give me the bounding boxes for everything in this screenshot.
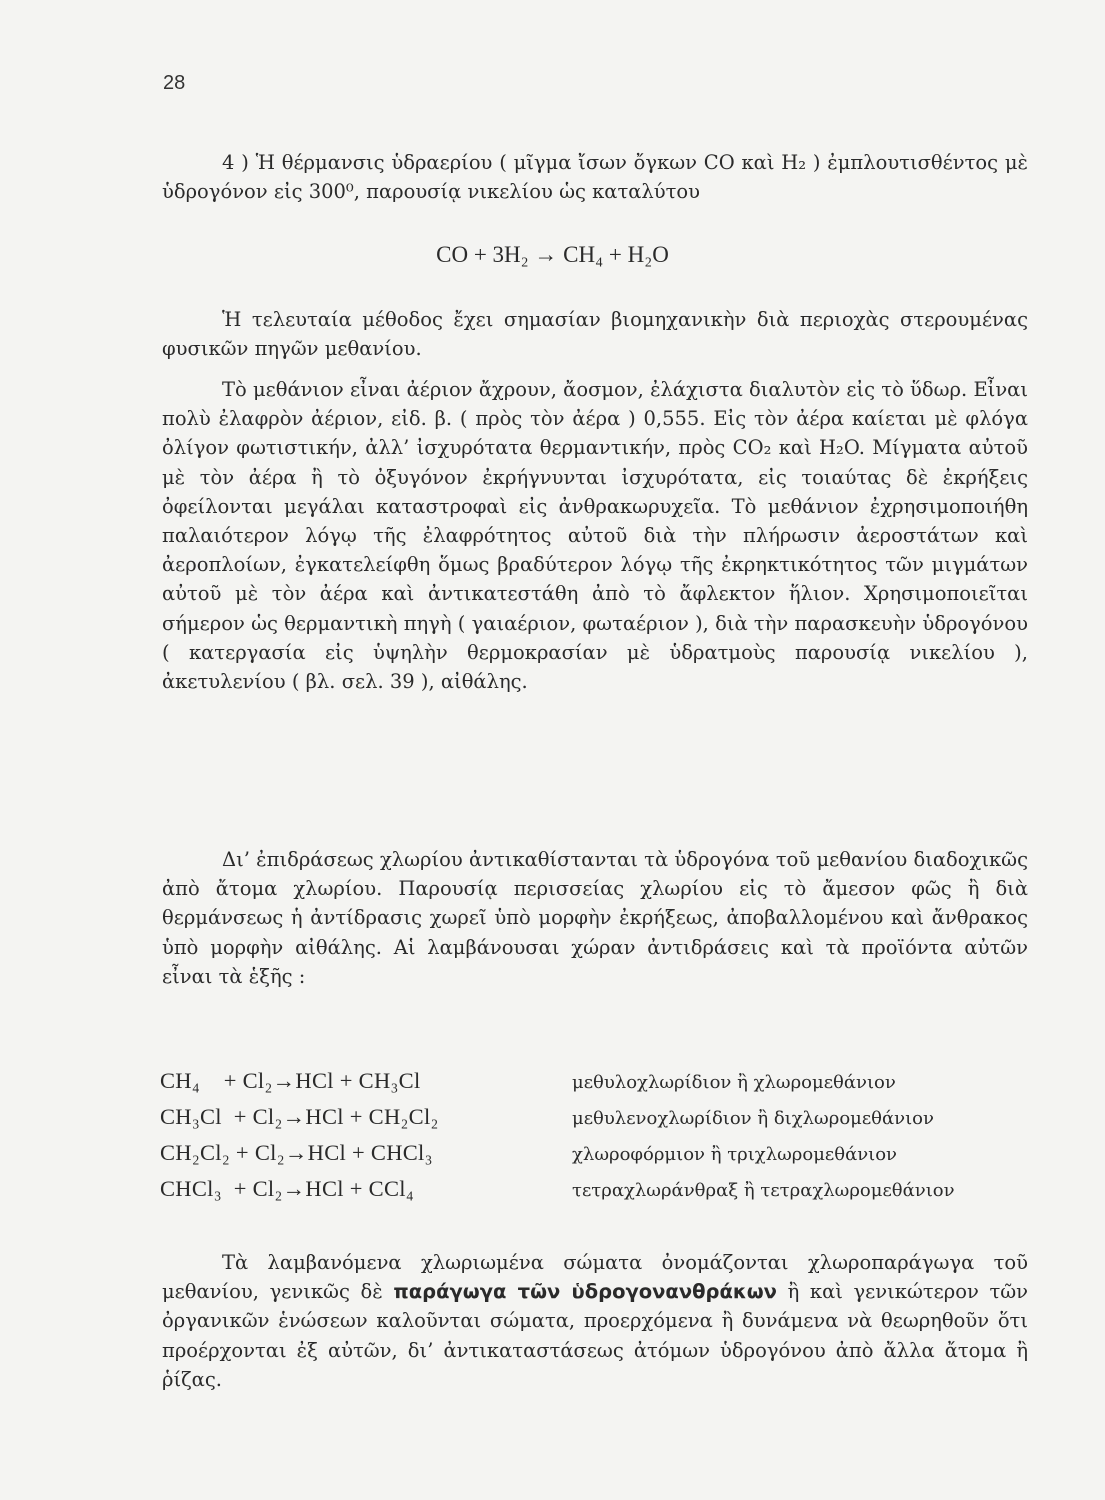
reaction-product-name: τετραχλωράνθραξ ἢ τετραχλωρομεθάνιον	[572, 1180, 955, 1201]
reaction-equation: CH₃Cl + Cl₂→HCl + CH₂Cl₂	[160, 1104, 439, 1129]
reaction-product-name: μεθυλενοχλωρίδιον ἢ διχλωρομεθάνιον	[572, 1108, 934, 1129]
reaction-equation: CHCl₃ + Cl₂→HCl + CCl₄	[160, 1176, 414, 1201]
reaction-product-name: χλωροφόρμιον ἢ τριχλωρομεθάνιον	[572, 1144, 898, 1165]
derivatives-text-start: Τὰ λαμβανόμενα χλωριωμένα σώματα ὀνομάζονται χλωροπαράγωγα τοῦ μεθανίου, γενικῶς δὲ	[162, 1251, 1028, 1304]
paragraph-methane-properties: Τὸ μεθάνιον εἶναι ἀέριον ἄχρουν, ἄοσμον, ἐλάχιστα διαλυτὸν εἰς τὸ ὕδωρ. Εἶναι πολὺ ἐλαφρὸν ἀέριον, εἰδ. β. ( πρὸς τὸν ἀέρα ) 0,555. Εἰς τὸν ἀέρα καίεται μὲ φλόγα ὀλίγον φωτιστικήν, ἀλλ’ ἰσχυρότατα θερμαντικήν, πρὸς CO₂ καὶ H₂O. Μίγματα αὐτοῦ μὲ τὸν ἀέρα ἢ τὸ ὀξυγόνον ἐκρήγνυνται ἰσχυρότατα, εἰς τοιαύτας δὲ ἐκρήξεις ὀφείλονται μεγάλαι καταστροφαὶ εἰς ἀνθρακωρυχεῖα. Τὸ μεθάνιον ἐχρησιμοποιήθη παλαιότερον λόγῳ τῆς ἐλαφρότητος αὐτοῦ διὰ τὴν πλήρωσιν ἀεροστάτων καὶ ἀεροπλοίων, ἐγκατελείφθη ὅμως βραδύτερον λόγῳ τῆς ἐκρηκτικότητος τῶν μιγμάτων αὐτοῦ μὲ τὸν ἀέρα καὶ ἀντικατεστάθη ἀπὸ τὸ ἄφλεκτον ἥλιον. Χρησιμοποιεῖται σήμερον ὡς θερμαντικὴ πηγὴ ( γαιαέριον, φωταέριον ), διὰ τὴν παρασκευὴν ὑδρογόνου ( κατεργασία εἰς ὑψηλὴν θερμοκρασίαν μὲ ὑδρατμοὺς παρουσίᾳ νικελίου ), ἀκετυλενίου ( βλ. σελ. 39 ), αἰθάλης.	[162, 378, 1028, 694]
reaction-list	[160, 1068, 1040, 1212]
reaction-equation: CH₄ + Cl₂→HCl + CH₃Cl	[160, 1068, 421, 1093]
paragraph-industrial-importance: Ἡ τελευταία μέθοδος ἔχει σημασίαν βιομηχανικὴν διὰ περιοχὰς στερουμένας φυσικῶν πηγῶν μεθανίου.	[162, 308, 1028, 361]
equation-methanation: CO + 3H₂ → CH₄ + H₂O	[436, 242, 669, 267]
reaction-row	[160, 1104, 1040, 1140]
reaction-row	[160, 1140, 1040, 1176]
derivatives-text-end: ἢ καὶ γενικώτερον τῶν ὀργανικῶν ἑνώσεων καλοῦνται σώματα, προερχόμενα ἢ δυνάμενα νὰ θεωρηθοῦν ὅτι προέρχονται ἐξ αὐτῶν, δι’ ἀντικαταστάσεως ἀτόμων ὑδρογόνου ἀπὸ ἄλλα ἄτομα ἢ ῥίζας.	[162, 1280, 1028, 1391]
derivatives-term-bold: παράγωγα τῶν ὑδρογονανθράκων	[393, 1280, 777, 1304]
paragraph-derivatives	[162, 1248, 1028, 1394]
reaction-product-name: μεθυλοχλωρίδιον ἢ χλωρομεθάνιον	[572, 1072, 896, 1093]
paragraph-chlorination: Δι’ ἐπιδράσεως χλωρίου ἀντικαθίστανται τὰ ὑδρογόνα τοῦ μεθανίου διαδοχικῶς ἀπὸ ἄτομα χλωρίου. Παρουσίᾳ περισσείας χλωρίου εἰς τὸ ἄμεσον φῶς ἢ διὰ θερμάνσεως ἡ ἀντίδρασις χωρεῖ ὑπὸ μορφὴν ἐκρήξεως, ἀποβαλλομένου καὶ ἄνθρακος ὑπὸ μορφὴν αἰθάλης. Αἱ λαμβάνουσαι χώραν ἀντιδράσεις καὶ τὰ προϊόντα αὐτῶν εἶναι τὰ ἑξῆς :	[162, 848, 1028, 988]
reaction-equation: CH₂Cl₂ + Cl₂→HCl + CHCl₃	[160, 1140, 433, 1165]
reaction-row	[160, 1176, 1040, 1212]
reaction-row	[160, 1068, 1040, 1104]
page-number: 28	[163, 72, 186, 94]
paragraph-methane-synthesis: 4 ) Ἡ θέρμανσις ὑδραερίου ( μῖγμα ἴσων ὄγκων CO καὶ H₂ ) ἐμπλουτισθέντος μὲ ὑδρογόνον εἰς 300⁰, παρουσίᾳ νικελίου ὡς καταλύτου	[162, 151, 1028, 204]
